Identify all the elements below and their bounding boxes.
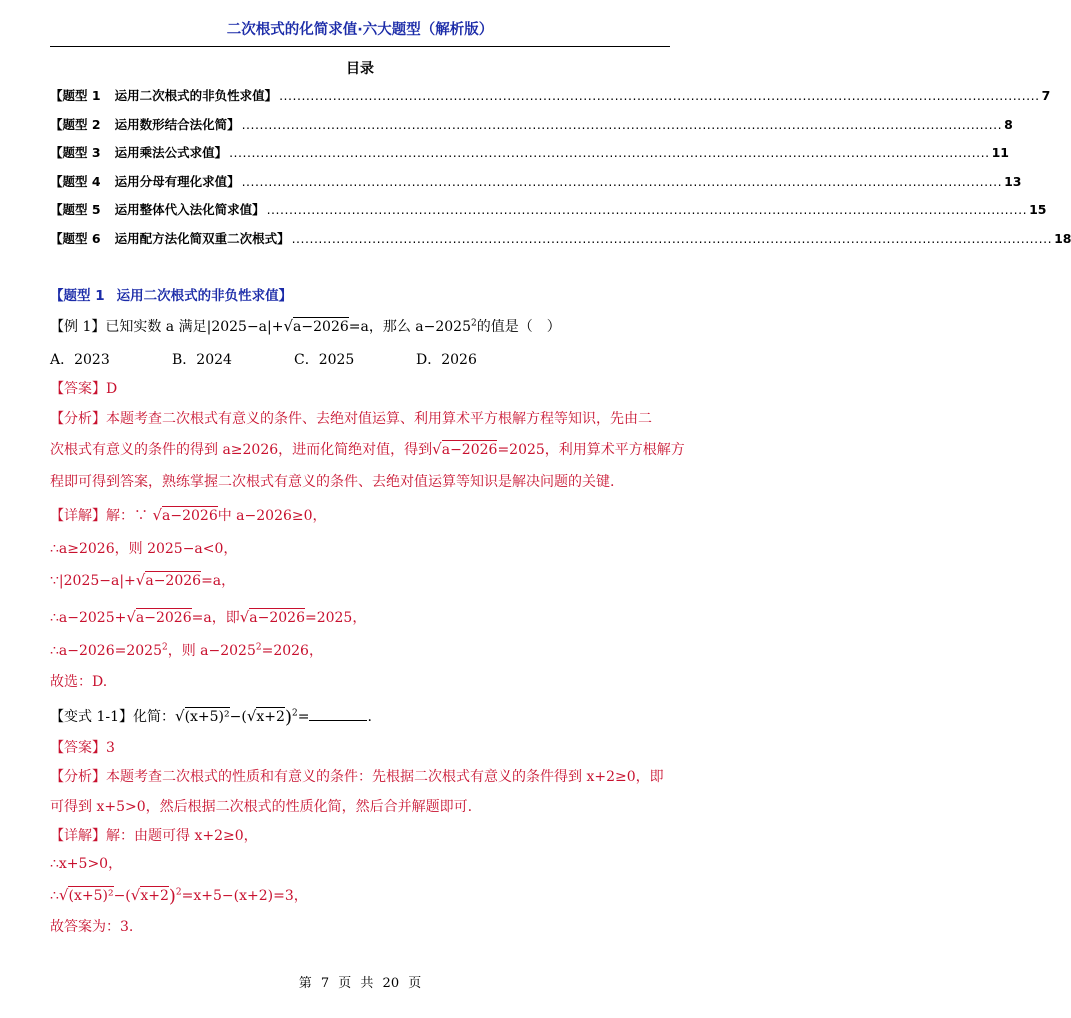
radicand: a−2026	[249, 610, 305, 626]
detail-line-1: 【详解】解：∵ √a−2026中 a−2026≥0，	[50, 506, 327, 524]
toc-leader-dots: ..........................................................................................................................................................................	[291, 230, 1053, 246]
radicand: a−2026	[162, 508, 218, 524]
analysis-tag: 【分析】	[50, 411, 106, 427]
radicand: a−2026	[145, 573, 202, 589]
answer-line	[50, 378, 674, 398]
variant-tag: 【变式 1-1】	[50, 709, 133, 725]
variant-answer-line	[50, 737, 674, 757]
page-footer: 第 7 页 共 20 页	[298, 976, 422, 991]
radicand: (x+5)²	[184, 709, 230, 725]
analysis-tag: 【分析】	[50, 769, 106, 785]
variant-detail-line-3: $\therefore√(x+5)^2-(√x+2)^2=x+5-(x+2)=3$，	[50, 886, 308, 907]
toc-item[interactable]	[50, 86, 1051, 115]
toc-item-topic: 运用乘法公式求值】	[114, 145, 228, 161]
toc-item-label: 【题型 3	[50, 145, 101, 161]
toc-item-page: 13	[1004, 173, 1022, 189]
answer-options	[50, 349, 674, 369]
detail-line-2: ∴a≥2026，则 2025−a<0，	[50, 541, 238, 557]
variant-question: 【变式 1-1】化简：$√(x+5)^2-(√x+2)^2=$ .	[50, 707, 372, 728]
variant-detail-line-2: ∴x+5>0，	[50, 856, 123, 872]
variant-detail-line-1: 【详解】解：由题可得 x+2≥0，	[50, 828, 258, 844]
analysis-line-1: 【分析】本题考查二次根式有意义的条件、去绝对值运算、利用算术平方根解方程等知识，先由二	[50, 411, 652, 427]
radicand: x+2	[256, 709, 285, 725]
answer-tag: 【答案】	[50, 381, 106, 397]
toc-item-page: 11	[991, 145, 1009, 161]
answer-value: 3	[106, 740, 115, 756]
toc-item-topic: 运用分母有理化求值】	[114, 173, 240, 189]
example-tag: 【例 1】	[50, 319, 106, 335]
toc-item-label: 【题型 5	[50, 202, 101, 218]
variant-detail-line-4: 故答案为：3.	[50, 919, 134, 935]
detail-line-5: $\therefore a-2026=2025^2$，则 $a-2025^2=2026$，	[50, 642, 323, 659]
toc-leader-dots: ..........................................................................................................................................................................	[279, 88, 1040, 103]
radicand: a−2026	[293, 319, 349, 335]
answer-tag: 【答案】	[50, 740, 106, 756]
header-divider	[50, 46, 670, 47]
example-question: 【例 1】已知实数 a 满足|2025−a|+√a−2026=a，那么 $a-2025^2$的值是（ ）	[50, 317, 561, 335]
toc-item[interactable]	[50, 143, 1009, 172]
detail-tag: 【详解】	[50, 828, 106, 844]
toc-item-label: 【题型 6	[50, 230, 101, 246]
detail-line-3: ∵|2025−a|+√a−2026=a，	[50, 571, 236, 589]
option-d[interactable]: D．2026	[416, 352, 477, 368]
toc-item[interactable]	[50, 115, 1013, 144]
variant-analysis-line-1: 【分析】本题考查二次根式的性质和有意义的条件：先根据二次根式有意义的条件得到 x+2≥0，即	[50, 769, 664, 785]
radicand: a−2026	[135, 610, 192, 626]
toc-item[interactable]	[50, 200, 1047, 229]
toc-item-topic: 运用配方法化简双重二次根式】	[114, 230, 290, 246]
exponent: 2	[255, 642, 262, 653]
toc-item[interactable]	[50, 229, 1071, 258]
table-of-contents	[50, 86, 1071, 258]
detail-line-6: 故选：D.	[50, 674, 108, 690]
toc-item[interactable]	[50, 172, 1022, 201]
option-b[interactable]: B．2024	[172, 352, 232, 368]
radicand: (x+5)²	[68, 888, 114, 904]
toc-item-topic: 运用整体代入法化简求值】	[114, 202, 265, 218]
toc-leader-dots: ..........................................................................................................................................................................	[241, 116, 1003, 132]
variant-analysis-line-2: 可得到 x+5>0，然后根据二次根式的性质化简，然后合并解题即可.	[50, 799, 473, 815]
detail-line-4: ∴a−2025+√a−2026=a，即√a−2026=2025，	[50, 608, 367, 626]
exponent: 2	[471, 318, 477, 329]
toc-item-page: 8	[1004, 116, 1013, 132]
option-c[interactable]: C．2025	[294, 352, 355, 368]
toc-item-page: 18	[1054, 230, 1071, 246]
section-label: 【题型 1	[50, 288, 105, 304]
section-heading	[50, 284, 292, 304]
toc-item-label: 【题型 4	[50, 173, 101, 189]
toc-item-topic: 运用数形结合法化简】	[114, 116, 240, 132]
toc-item-label: 【题型 1	[50, 88, 101, 103]
exponent: 2	[175, 887, 182, 898]
analysis-line-3: 程即可得到答案，熟练掌握二次根式有意义的条件、去绝对值运算等知识是解决问题的关键.	[50, 474, 615, 490]
radicand: a−2026	[441, 442, 498, 458]
document-header-title: 二次根式的化简求值·六大题型（解析版）	[226, 22, 494, 38]
section-topic: 运用二次根式的非负性求值】	[116, 288, 293, 304]
radicand: x+2	[140, 888, 169, 904]
answer-value: D	[106, 381, 118, 397]
option-a[interactable]: A．2023	[50, 352, 110, 368]
answer-blank[interactable]	[309, 708, 367, 721]
toc-leader-dots: ..........................................................................................................................................................................	[241, 173, 1003, 189]
exponent: 2	[161, 642, 168, 653]
toc-leader-dots: ..........................................................................................................................................................................	[266, 202, 1028, 218]
toc-item-page: 7	[1041, 88, 1051, 103]
toc-item-page: 15	[1029, 202, 1047, 218]
toc-item-topic: 运用二次根式的非负性求值】	[114, 88, 278, 103]
toc-item-label: 【题型 2	[50, 116, 101, 132]
toc-title: 目录	[346, 61, 374, 77]
exponent: 2	[291, 708, 298, 719]
analysis-line-2: 次根式有意义的条件的得到 a≥2026，进而化简绝对值，得到√a−2026=2025，利用算术平方根解方	[50, 440, 685, 458]
detail-tag: 【详解】	[50, 508, 106, 524]
toc-leader-dots: ..........................................................................................................................................................................	[229, 145, 990, 161]
